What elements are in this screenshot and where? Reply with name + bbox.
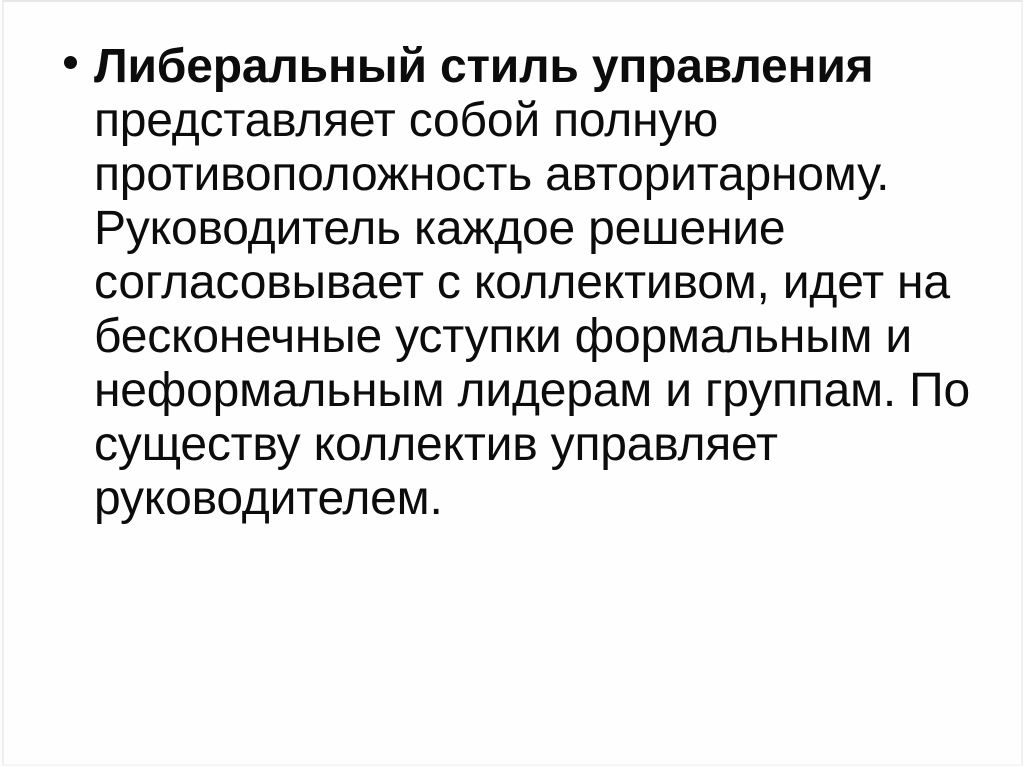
text-line: противоположность авторитарному.	[94, 148, 890, 201]
slide	[2, 0, 1023, 766]
text-line: бесконечные уступки формальным и	[94, 310, 913, 363]
text-line: Руководитель каждое решение	[94, 202, 786, 255]
text-line: руководителем.	[94, 472, 443, 525]
text-line: представляет собой полную	[94, 94, 719, 147]
bullet-icon	[64, 56, 77, 69]
text-line: Либеральный стиль управления	[94, 40, 874, 93]
text-line: существу коллектив управляет	[94, 418, 778, 471]
text-line: согласовывает с коллективом, идет на	[94, 256, 950, 309]
text-line: неформальным лидерам и группам. По	[94, 364, 970, 417]
paragraph-lines	[94, 40, 970, 526]
bullet-item	[64, 40, 970, 526]
